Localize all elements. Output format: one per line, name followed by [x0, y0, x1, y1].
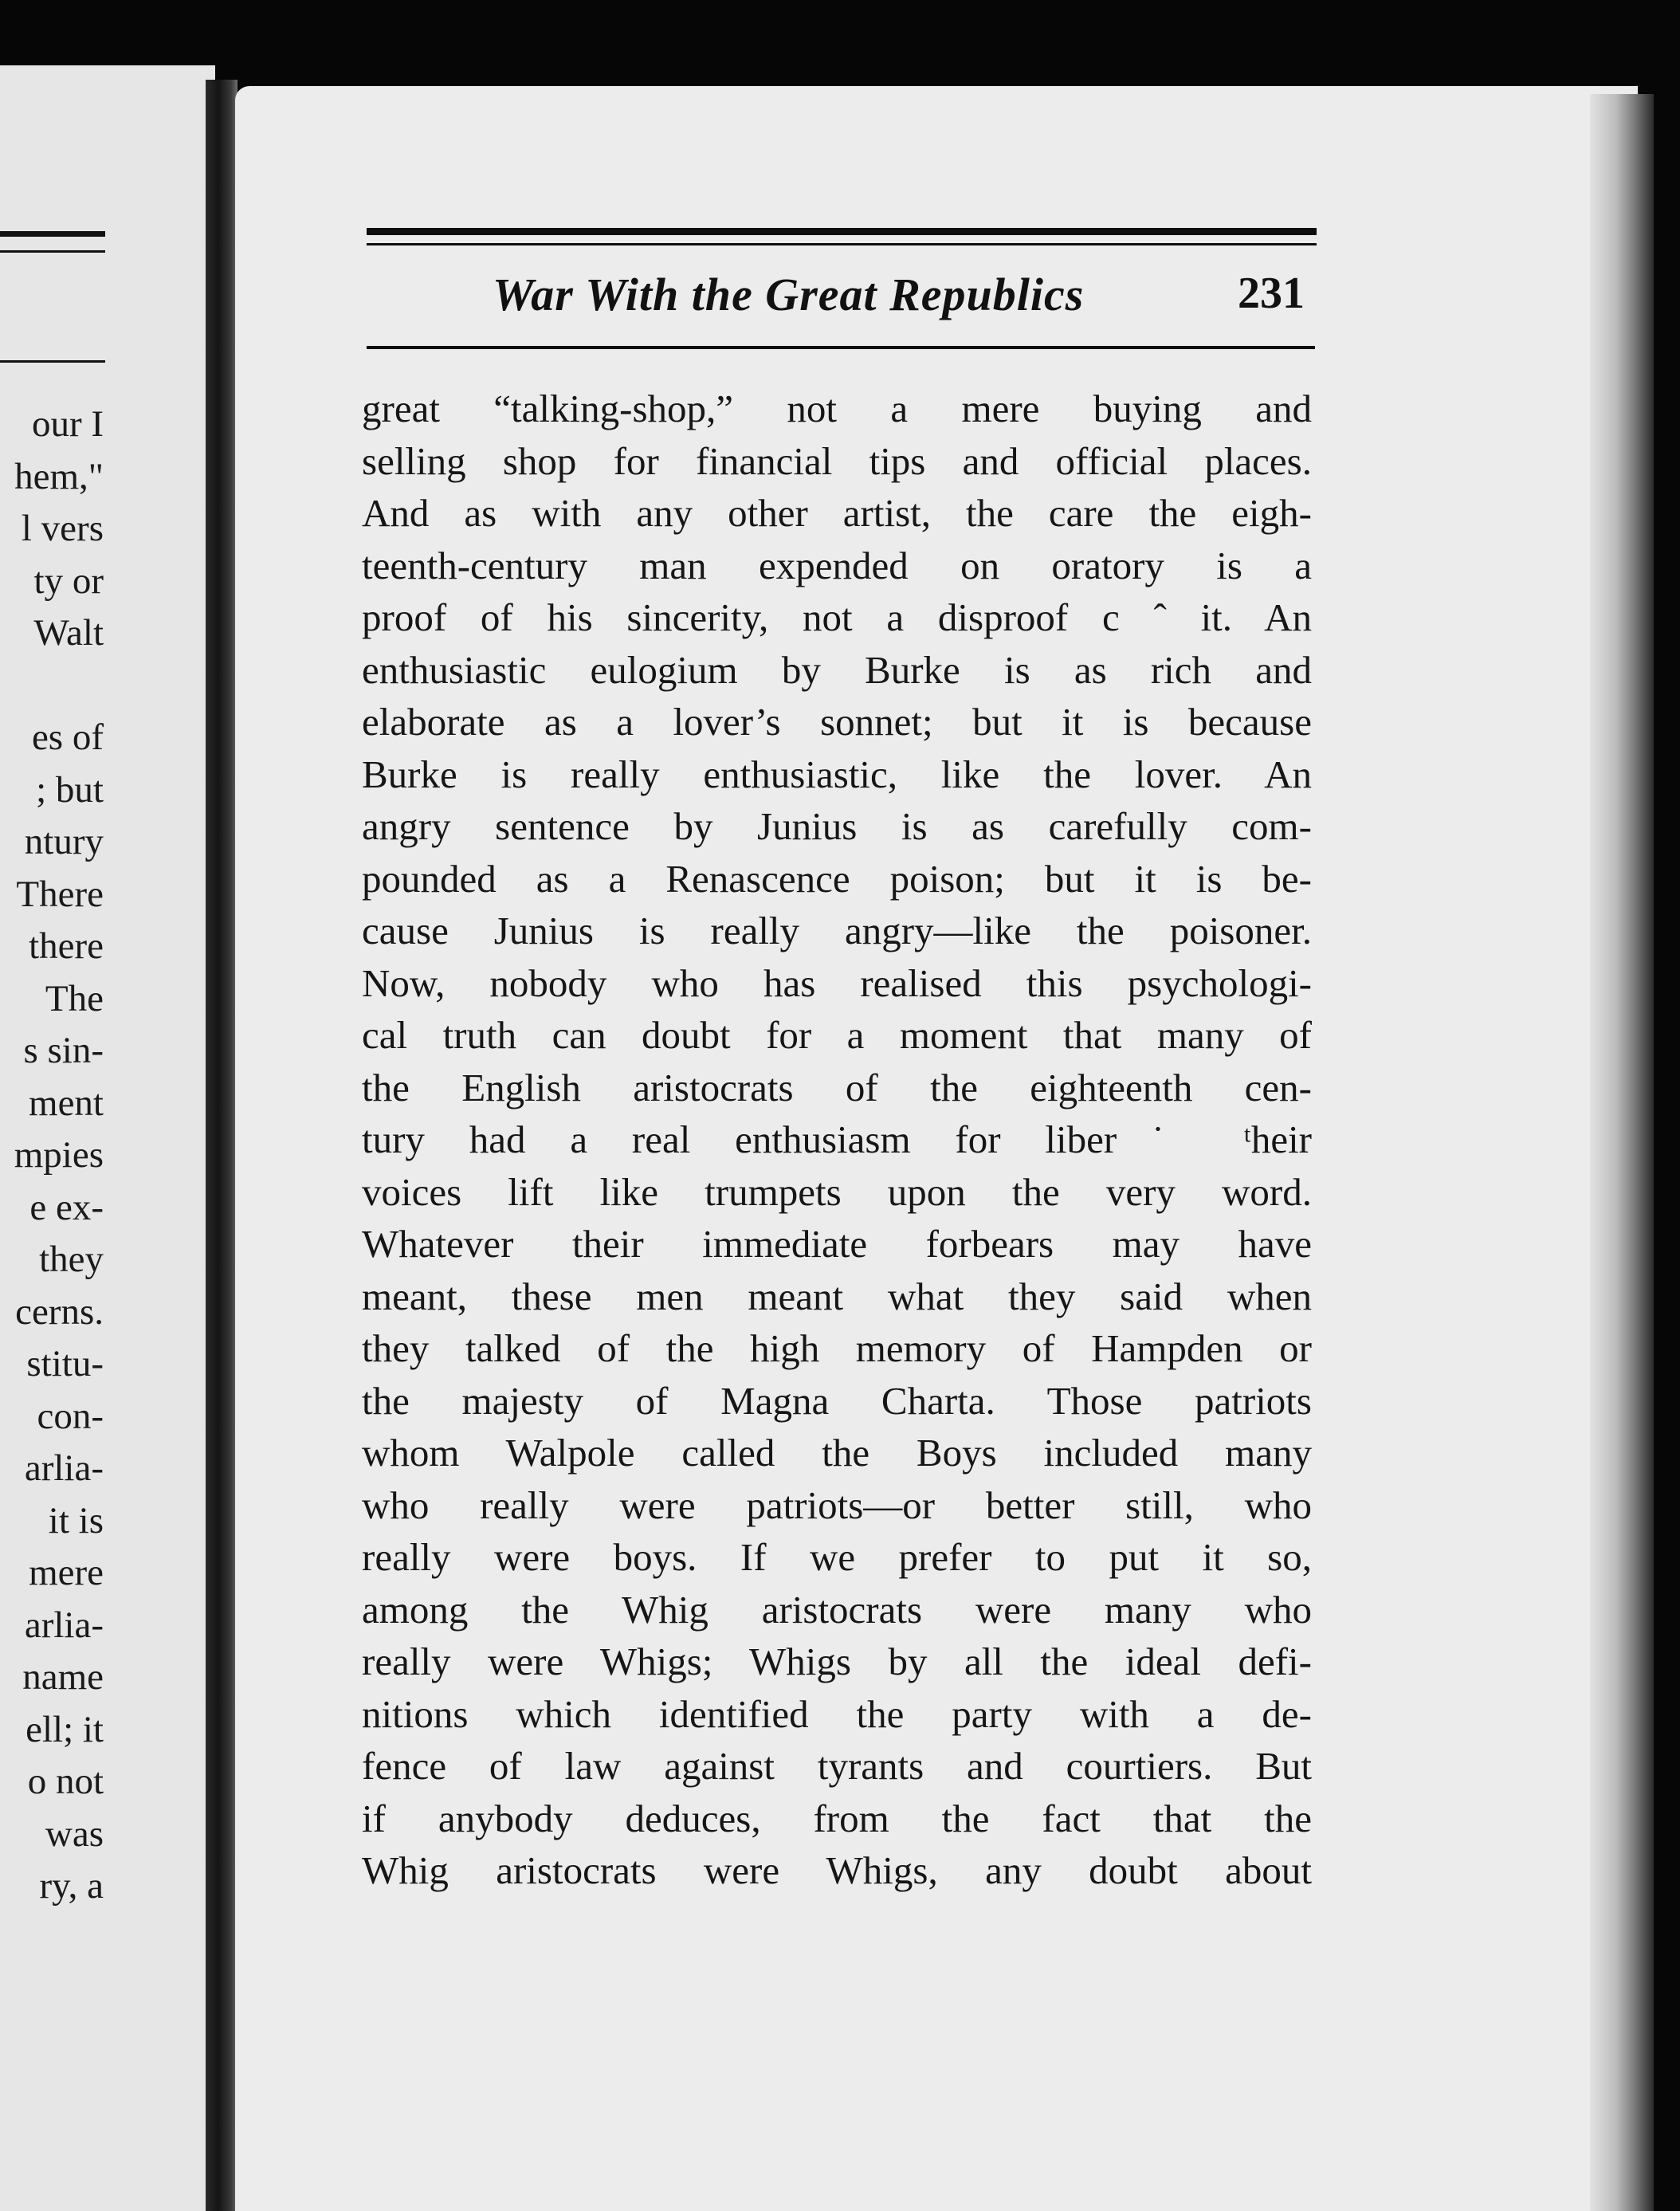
left-page-line: Walt	[33, 612, 104, 654]
left-page-line: ty or	[33, 560, 104, 602]
text-line: elaborate as a lover’s sonnet; but it is because	[362, 700, 1312, 744]
text-line: enthusiastic eulogium by Burke is as rich and	[362, 647, 1312, 692]
text-line: great “talking-shop,” not a mere buying and	[362, 387, 1312, 430]
book-gutter	[206, 80, 237, 2211]
left-page-top-rule-thin	[0, 250, 105, 253]
left-page-line: it is	[48, 1499, 104, 1541]
text-line: the majesty of Magna Charta. Those patriots	[362, 1378, 1312, 1423]
top-thick-rule	[367, 228, 1317, 235]
left-page-line: ; but	[36, 768, 104, 811]
text-line: really were Whigs; Whigs by all the ideal defi-	[362, 1640, 1312, 1683]
text-line: teenth-century man expended on oratory is a	[362, 543, 1312, 587]
text-line: angry sentence by Junius is as carefully com-	[362, 804, 1312, 848]
left-page-line: our I	[31, 403, 104, 445]
left-page-head-rule	[0, 360, 105, 363]
text-line: cause Junius is really angry—like the poisoner.	[362, 909, 1312, 952]
left-page-line: o not	[27, 1761, 104, 1802]
left-page-line: was	[45, 1812, 104, 1855]
text-line: meant, these men meant what they said when	[362, 1274, 1312, 1318]
text-line: Whig aristocrats were Whigs, any doubt about	[362, 1848, 1312, 1892]
text-line: And as with any other artist, the care the eigh-	[362, 491, 1312, 535]
text-line: selling shop for financial tips and official places.	[362, 438, 1312, 483]
left-page-line: ntury	[24, 821, 104, 862]
left-page-line: The	[45, 977, 104, 1019]
left-page-line: cerns.	[15, 1290, 104, 1333]
left-page-line: arlia-	[24, 1604, 104, 1646]
text-line: really were boys. If we prefer to put it so,	[362, 1535, 1312, 1579]
left-page-line: l vers	[21, 508, 104, 549]
left-page-line: hem,"	[14, 455, 104, 497]
left-page-line: e ex-	[29, 1186, 104, 1228]
text-line: fence of law against tyrants and courtiers. But	[362, 1744, 1312, 1788]
left-page-line: mpies	[14, 1134, 104, 1176]
left-page-line: stitu-	[26, 1343, 104, 1384]
text-line: tury had a real enthusiasm for liber˙ ᵗheir	[362, 1117, 1312, 1161]
header-rule	[367, 346, 1315, 349]
text-line: the English aristocrats of the eighteenth cen-	[362, 1065, 1312, 1109]
body-text	[362, 383, 1312, 1897]
left-page-top-rule	[0, 231, 105, 237]
left-page-line: ry, a	[39, 1865, 104, 1907]
left-page-line	[0, 660, 104, 713]
text-line: if anybody deduces, from the fact that the	[362, 1796, 1312, 1840]
text-line: Now, nobody who has realised this psychologi-	[362, 960, 1312, 1005]
running-head: War With the Great Republics	[493, 269, 1085, 320]
text-line: who really were patriots—or better still, who	[362, 1483, 1312, 1527]
left-page-line: they	[39, 1239, 104, 1280]
left-page-fragment	[0, 65, 215, 2211]
text-line: cal truth can doubt for a moment that many of	[362, 1013, 1312, 1057]
text-line: Burke is really enthusiastic, like the lover. An	[362, 752, 1312, 796]
text-line: proof of his sincerity, not a disproof c ˆ it. An	[362, 595, 1312, 639]
left-page-line: there	[29, 925, 104, 967]
left-page-text	[0, 399, 104, 1913]
left-page-line: name	[22, 1656, 104, 1698]
left-page-line: ell; it	[26, 1708, 104, 1750]
text-line: pounded as a Renascence poison; but it is be-	[362, 856, 1312, 901]
left-page-line: s sin-	[23, 1030, 104, 1071]
left-page-line: ment	[29, 1082, 104, 1124]
text-line: nitions which identified the party with a de-	[362, 1691, 1312, 1736]
text-line: among the Whig aristocrats were many who	[362, 1587, 1312, 1632]
text-line: whom Walpole called the Boys included many	[362, 1431, 1312, 1475]
text-line: Whatever their immediate forbears may have	[362, 1222, 1312, 1266]
text-line: voices lift like trumpets upon the very word.	[362, 1169, 1312, 1214]
text-line: they talked of the high memory of Hampden or	[362, 1326, 1312, 1370]
left-page-line: There	[16, 873, 104, 915]
left-page-line: arlia-	[24, 1447, 104, 1489]
left-page-line: es of	[31, 717, 104, 758]
left-page-line: mere	[29, 1552, 104, 1593]
left-page-line: con-	[37, 1395, 104, 1437]
top-thin-rule	[367, 243, 1317, 245]
page-edge-shadow	[1590, 94, 1654, 2211]
page-number: 231	[1238, 269, 1305, 318]
